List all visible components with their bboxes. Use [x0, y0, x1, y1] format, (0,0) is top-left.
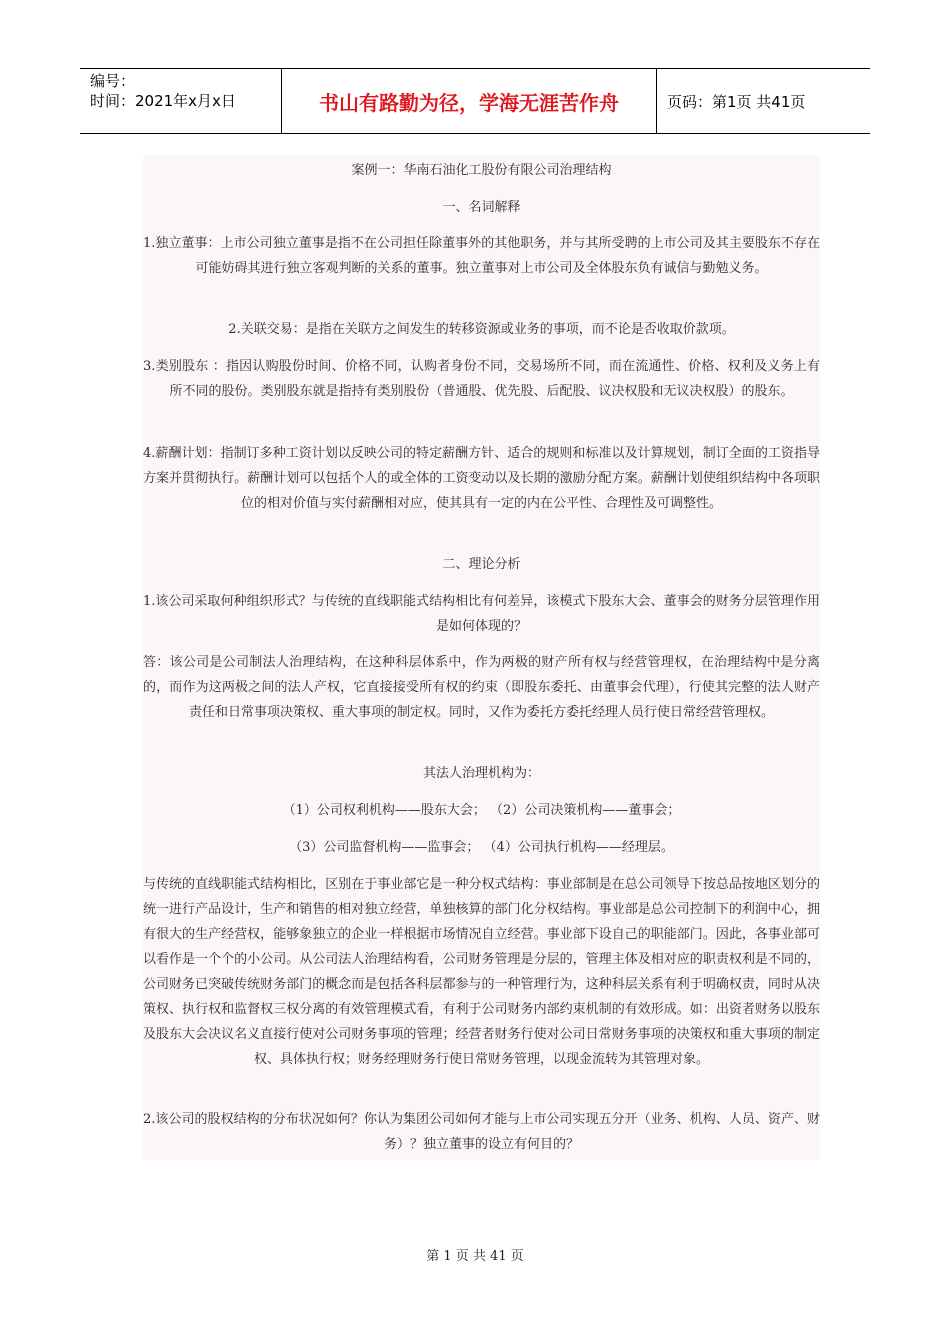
motto: 书山有路勤为径，学海无涯苦作舟 — [281, 69, 657, 133]
paragraph-related-transaction: 2.关联交易：是指在关联方之间发生的转移资源或业务的事项，而不论是否收取价款项。 — [228, 322, 735, 337]
paragraph-salary-plan: 4.薪酬计划：指制订多种工资计划以反映公司的特定薪酬方针、适合的规则和标准以及计算规划，制订全面的工资指导方案并贯彻执行。薪酬计划可以包括个人的或全体的工资变动以及长期的激励分配方案。薪酬计划使组织结构中各项职位的相对价值与实付薪酬相对应，使其具有一定的内在公平性、合理性及可调整性。 — [143, 446, 820, 511]
paragraph-class-shareholder: 3.类别股东 ：指因认购股份时间、价格不同，认购者身份不同，交易场所不同，而在流通性、价格、权利及义务上有所不同的股份。类别股东就是指持有类别股份（普通股、优先股、后配股、议决权股和无议决权股）的股东。 — [143, 359, 820, 399]
governance-intro: 其法人治理机构为： — [422, 766, 540, 781]
page-label: 页码：第1页 共41页 — [667, 92, 806, 111]
paragraph-structure-comparison: 与传统的直线职能式结构相比，区别在于事业部它是一种分权式结构：事业部制是在总公司领导下按总品按地区划分的统一进行产品设计，生产和销售的相对独立经营，单独核算的部门化分权结构。事业部是总公司控制下的利润中心，拥有很大的生产经营权，能够象独立的企业一样根据市场情况自立经营。事业部下设自己的职能部门。因此，各事业部可以看作是一个个的小公司。从公司法人治理结构看，公司财务管理是分层的，管理主体及相对应的职责权利是不同的，公司财务已突破传统财务部门的概念而是包括各科层都参与的一种管理行为，这种科层关系有利于明确权责，同时从决策权、执行权和监督权三权分离的有效管理模式看，有利于公司财务内部约束机制的有效形成。如：出资者财务以股东及股东大会决议名义直接行使对公司财务事项的管理；经营者财务行使对公司日常财务事项的决策权和重大事项的制定权、具体执行权；财务经理财务行使日常财务管理，以现金流转为其管理对象。 — [143, 877, 820, 1067]
section-heading-2: 二、理论分析 — [442, 557, 521, 572]
governance-line-2: （3）公司监督机构——监事会； （4）公司执行机构——经理层。 — [289, 840, 674, 855]
question-2: 2.该公司的股权结构的分布状况如何？你认为集团公司如何才能与上市公司实现五分开（业务、机构、人员、资产、财务）？独立董事的设立有何目的？ — [143, 1112, 820, 1152]
answer-1: 答：该公司是公司制法人治理结构，在这种科层体系中，作为两极的财产所有权与经营管理权，在治理结构中是分离的，而作为这两极之间的法人产权，它直接接受所有权的约束（即股东委托、由董事会代理），行使其完整的法人财产责任和日常事项决策权、重大事项的制定权。同时，又作为委托方委托经理人员行使日常经营管理权。 — [143, 655, 820, 720]
document-title: 案例一：华南石油化工股份有限公司治理结构 — [351, 163, 612, 178]
question-1: 1.该公司采取何种组织形式？与传统的直线职能式结构相比有何差异，该模式下股东大会、董事会的财务分层管理作用是如何体现的？ — [143, 594, 820, 634]
section-heading-1: 一、名词解释 — [442, 200, 521, 215]
header-table — [80, 68, 870, 134]
number-label: 编号： — [90, 72, 136, 90]
document-body — [143, 155, 820, 1160]
paragraph-independent-director: 1.独立董事：上市公司独立董事是指不在公司担任除董事外的其他职务，并与其所受聘的上市公司及其主要股东不存在可能妨碍其进行独立客观判断的关系的董事。独立董事对上市公司及全体股东负有诚信与勤勉义务。 — [143, 236, 820, 276]
page-footer: 第 1 页 共 41 页 — [426, 1249, 524, 1264]
time-label: 时间：2021年x月x日 — [90, 92, 236, 110]
header-left-cell — [80, 69, 281, 133]
governance-line-1: （1）公司权利机构——股东大会； （2）公司决策机构——董事会； — [282, 803, 681, 818]
